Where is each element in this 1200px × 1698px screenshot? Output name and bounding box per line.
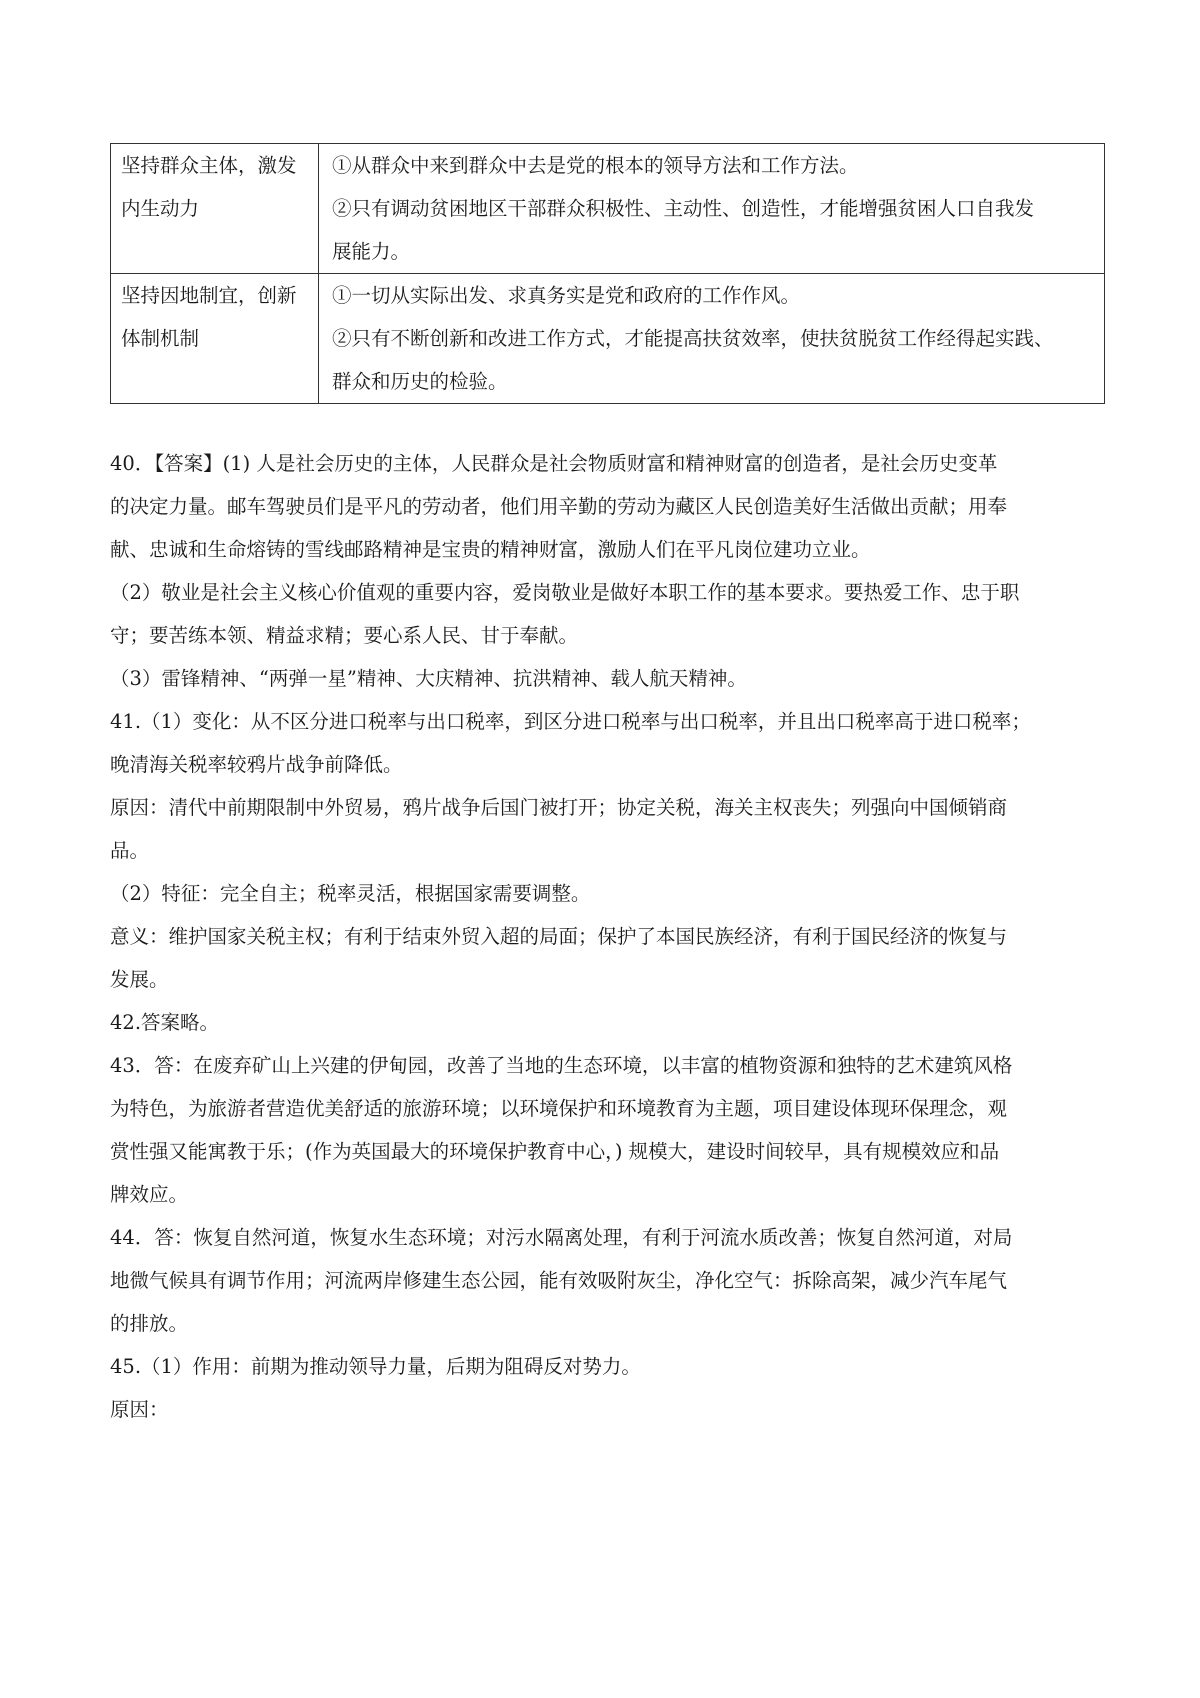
row-heading-line: 坚持因地制宜，创新 [121,284,297,307]
row-point: ②只有调动贫困地区干部群众积极性、主动性、创造性，才能增强贫困人口自我发 [332,197,1035,220]
answer-line: 的排放。 [110,1312,189,1335]
document-page [110,143,1105,1431]
answer-line: 44．答：恢复自然河道，恢复水生态环境；对污水隔离处理，有利于河流水质改善；恢复自然河道，对局 [110,1226,1013,1249]
measures-table [110,143,1105,404]
answer-line: 品。 [110,839,150,862]
row-heading [111,274,319,404]
row-content [319,144,1105,274]
answer-line: 晚清海关税率较鸦片战争前降低。 [110,753,403,776]
answer-line: 献、忠诚和生命熔铸的雪线邮路精神是宝贵的精神财富，激励人们在平凡岗位建功立业。 [110,538,871,561]
answer-line: （3）雷锋精神、“两弹一星”精神、大庆精神、抗洪精神、载人航天精神。 [110,667,747,690]
answer-line: 地微气候具有调节作用；河流两岸修建生态公园，能有效吸附灰尘，净化空气：拆除高架，减少汽车尾气 [110,1269,1008,1292]
answer-line: 为特色，为旅游者营造优美舒适的旅游环境；以环境保护和环境教育为主题，项目建设体现环保理念，观 [110,1097,1008,1120]
answer-line: 41.（1）变化：从不区分进口税率与出口税率，到区分进口税率与出口税率，并且出口税率高于进口税率； [110,710,1031,733]
answer-line: 43．答：在废弃矿山上兴建的伊甸园，改善了当地的生态环境，以丰富的植物资源和独特的艺术建筑风格 [110,1054,1013,1077]
answer-line: 原因：清代中前期限制中外贸易，鸦片战争后国门被打开；协定关税，海关主权丧失；列强向中国倾销商 [110,796,1008,819]
answer-line: （2）敬业是社会主义核心价值观的重要内容，爱岗敬业是做好本职工作的基本要求。要热爱工作、忠于职 [110,581,1020,604]
table-row [111,274,1105,404]
row-point: ①从群众中来到群众中去是党的根本的领导方法和工作方法。 [332,154,859,177]
row-heading-line: 坚持群众主体，激发 [121,154,297,177]
answer-line: 意义：维护国家关税主权；有利于结束外贸入超的局面；保护了本国民族经济，有利于国民经济的恢复与 [110,925,1008,948]
table-row [111,144,1105,274]
row-point: 群众和历史的检验。 [332,370,508,393]
answer-line: 守；要苦练本领、精益求精；要心系人民、甘于奉献。 [110,624,579,647]
answer-line: 赏性强又能寓教于乐；(作为英国最大的环境保护教育中心，) 规模大，建设时间较早，具有规模效应和品 [110,1140,1000,1163]
answer-line: 40．【答案】(1) 人是社会历史的主体，人民群众是社会物质财富和精神财富的创造者，是社会历史变革 [110,452,998,475]
answer-line: 45.（1）作用：前期为推动领导力量，后期为阻碍反对势力。 [110,1355,641,1378]
row-heading-line: 内生动力 [121,197,200,220]
answer-line: 原因： [110,1398,169,1421]
row-point: ①一切从实际出发、求真务实是党和政府的工作作风。 [332,284,801,307]
row-point: 展能力。 [332,240,411,263]
row-point: ②只有不断创新和改进工作方式，才能提高扶贫效率，使扶贫脱贫工作经得起实践、 [332,327,1054,350]
row-content [319,274,1105,404]
answer-line: （2）特征：完全自主；税率灵活，根据国家需要调整。 [110,882,591,905]
answer-section [110,442,1105,1431]
answer-line: 发展。 [110,968,169,991]
answer-line: 42.答案略。 [110,1011,220,1034]
answer-line: 牌效应。 [110,1183,189,1206]
row-heading [111,144,319,274]
answer-line: 的决定力量。邮车驾驶员们是平凡的劳动者，他们用辛勤的劳动为藏区人民创造美好生活做出贡献；用奉 [110,495,1008,518]
row-heading-line: 体制机制 [121,327,200,350]
